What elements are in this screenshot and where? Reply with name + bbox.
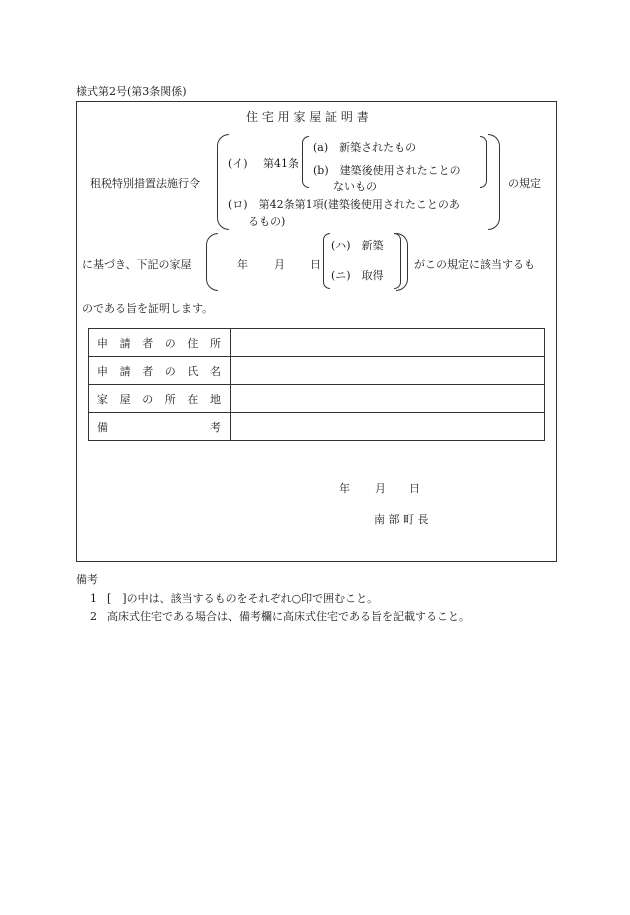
house-location-field[interactable]: [231, 385, 545, 413]
label-chars: [89, 419, 230, 435]
clause-i-label: (イ): [228, 157, 248, 170]
law-name: 租税特別措置法施行令: [90, 177, 200, 190]
sign-date-day: 日: [409, 482, 420, 495]
option-ha: (ハ) 新築: [331, 239, 384, 252]
no-kitei: の規定: [508, 177, 541, 190]
notes-heading: 備考: [76, 573, 98, 586]
label-char: 者: [142, 336, 154, 350]
note-text-1: [ ]の中は、該当するものをそれぞれ○印で囲むこと。: [107, 592, 379, 605]
option-b-line1: (b) 建築後使用されたことの: [313, 164, 461, 177]
label-char: 在: [187, 392, 199, 406]
label-char: 申: [97, 336, 108, 350]
label-char: 考: [210, 420, 221, 434]
row-label-remarks: [89, 413, 231, 441]
sign-date-month: 月: [375, 482, 386, 495]
date-left-bracket: [206, 233, 218, 291]
closing-text: のである旨を証明します。: [82, 302, 214, 315]
label-char: 屋: [119, 392, 131, 406]
label-char: の: [164, 364, 176, 378]
label-char: 所: [209, 336, 221, 350]
remarks-field[interactable]: [231, 413, 545, 441]
label-char: 氏: [187, 364, 199, 378]
label-char: 申: [97, 364, 108, 378]
label-char: 地: [209, 392, 221, 406]
option-a: (a) 新築されたもの: [313, 141, 417, 154]
label-char: 住: [187, 336, 199, 350]
law-clause-left-bracket: [217, 134, 229, 230]
label-chars: [89, 363, 230, 379]
label-chars: [89, 335, 230, 351]
label-char: 所: [164, 392, 176, 406]
label-char: の: [164, 336, 176, 350]
clause-ro-line2: るもの): [248, 215, 286, 228]
note-text-2: 高床式住宅である場合は、備考欄に高床式住宅である旨を記載すること。: [107, 610, 470, 623]
sub-option-right-bracket: [480, 136, 487, 188]
row-label-address: [89, 329, 231, 357]
sub-option-left-bracket: [302, 136, 309, 188]
applicant-table: [88, 328, 545, 441]
law-clause-right-bracket: [488, 134, 500, 230]
table-row: [89, 329, 545, 357]
table-row: [89, 413, 545, 441]
label-char: の: [142, 392, 154, 406]
certificate-title: 住 宅 用 家 屋 証 明 書: [246, 110, 369, 124]
date-day: 日: [310, 258, 321, 271]
label-char: 者: [142, 364, 154, 378]
table-row: [89, 357, 545, 385]
note-number-2: 2: [90, 610, 97, 623]
label-chars: [89, 391, 230, 407]
label-char: 請: [119, 336, 131, 350]
issuer-title: 南 部 町 長: [374, 513, 429, 526]
form-number: 様式第2号(第3条関係): [76, 85, 187, 98]
option-b-line2: ないもの: [333, 180, 377, 193]
label-char: 備: [97, 420, 108, 434]
house-prefix: に基づき、下記の家屋: [82, 258, 192, 271]
clause-ro-line1: (ロ) 第42条第1項(建築後使用されたことのあ: [228, 198, 460, 211]
table-row: [89, 385, 545, 413]
note-number-1: 1: [90, 592, 97, 605]
label-char: 名: [209, 364, 221, 378]
date-month: 月: [274, 258, 285, 271]
date-right-bracket: [396, 233, 408, 291]
type-left-bracket: [323, 233, 330, 289]
label-char: 請: [119, 364, 131, 378]
option-ni: (ニ) 取得: [331, 269, 384, 282]
applicant-name-field[interactable]: [231, 357, 545, 385]
applicant-address-field[interactable]: [231, 329, 545, 357]
clause-i-article: 第41条: [263, 157, 299, 170]
row-label-location: [89, 385, 231, 413]
row-label-name: [89, 357, 231, 385]
house-suffix: がこの規定に該当するも: [414, 258, 535, 271]
sign-date-year: 年: [339, 482, 350, 495]
date-year: 年: [237, 258, 248, 271]
label-char: 家: [97, 392, 108, 406]
